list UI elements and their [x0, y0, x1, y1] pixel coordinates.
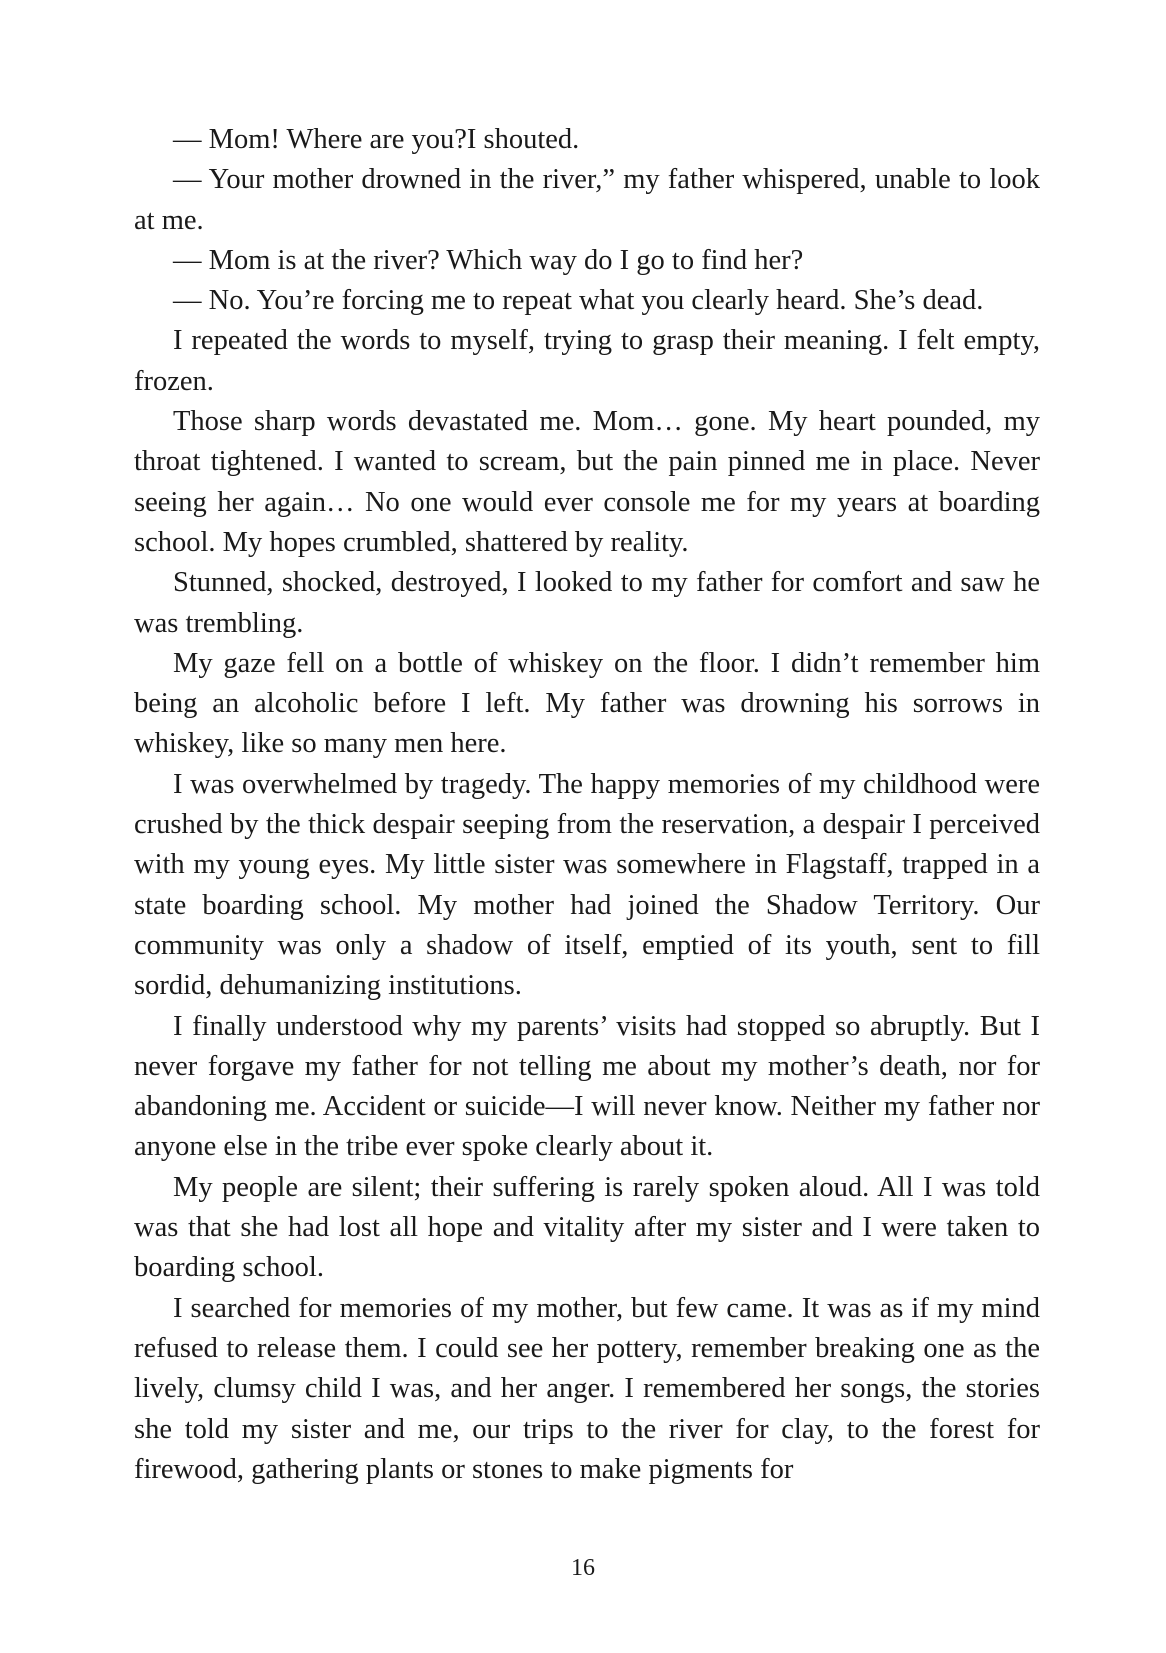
- page-number: 16: [571, 1555, 595, 1581]
- paragraph-9: I was overwhelmed by tragedy. The happy memories of my childhood were crushed by the thick despair seeping from the reservation, a despair I perceived with my young eyes. My little sister was somewhere in Flagstaff, trapped in a state boarding school. My mother had joined the Shadow Territory. Our community was only a shadow of itself, emptied of its youth, sent to fill sordid, dehumanizing institutions.: [134, 768, 1040, 1002]
- paragraph-4: — No. You’re forcing me to repeat what you clearly heard. She’s dead.: [173, 285, 984, 317]
- body-text: [134, 120, 1040, 1490]
- paragraph-12: I searched for memories of my mother, but few came. It was as if my mind refused to release them. I could see her pottery, remember breaking one as the lively, clumsy child I was, and her anger. I remembered her songs, the stories she told my sister and me, our trips to the river for clay, to the forest for firewood, gathering plants or stones to make pigments for: [134, 1292, 1040, 1485]
- paragraph-11: My people are silent; their suffering is rarely spoken aloud. All I was told was that she had lost all hope and vitality after my sister and I were taken to boarding school.: [134, 1171, 1040, 1284]
- paragraph-6: Those sharp words devastated me. Mom… gone. My heart pounded, my throat tightened. I wanted to scream, but the pain pinned me in place. Never seeing her again… No one would ever console me for my years at boarding school. My hopes crumbled, shattered by reality.: [134, 406, 1040, 558]
- paragraph-3: — Mom is at the river? Which way do I go to find her?: [173, 244, 804, 276]
- paragraph-10: I finally understood why my parents’ visits had stopped so abruptly. But I never forgave my father for not telling me about my mother’s death, nor for abandoning me. Accident or suicide—I will never know. Neither my father nor anyone else in the tribe ever spoke clearly about it.: [134, 1010, 1040, 1163]
- paragraph-2: — Your mother drowned in the river,” my father whispered, unable to look at me.: [134, 164, 1040, 236]
- paragraph-5: I repeated the words to myself, trying to grasp their meaning. I felt empty, frozen.: [134, 325, 1040, 397]
- paragraph-8: My gaze fell on a bottle of whiskey on the floor. I didn’t remember him being an alcoholic before I left. My father was drowning his sorrows in whiskey, like so many men here.: [134, 647, 1040, 760]
- paragraph-7: Stunned, shocked, destroyed, I looked to my father for comfort and saw he was trembling.: [134, 567, 1040, 639]
- paragraph-1: — Mom! Where are you?I shouted.: [173, 124, 580, 155]
